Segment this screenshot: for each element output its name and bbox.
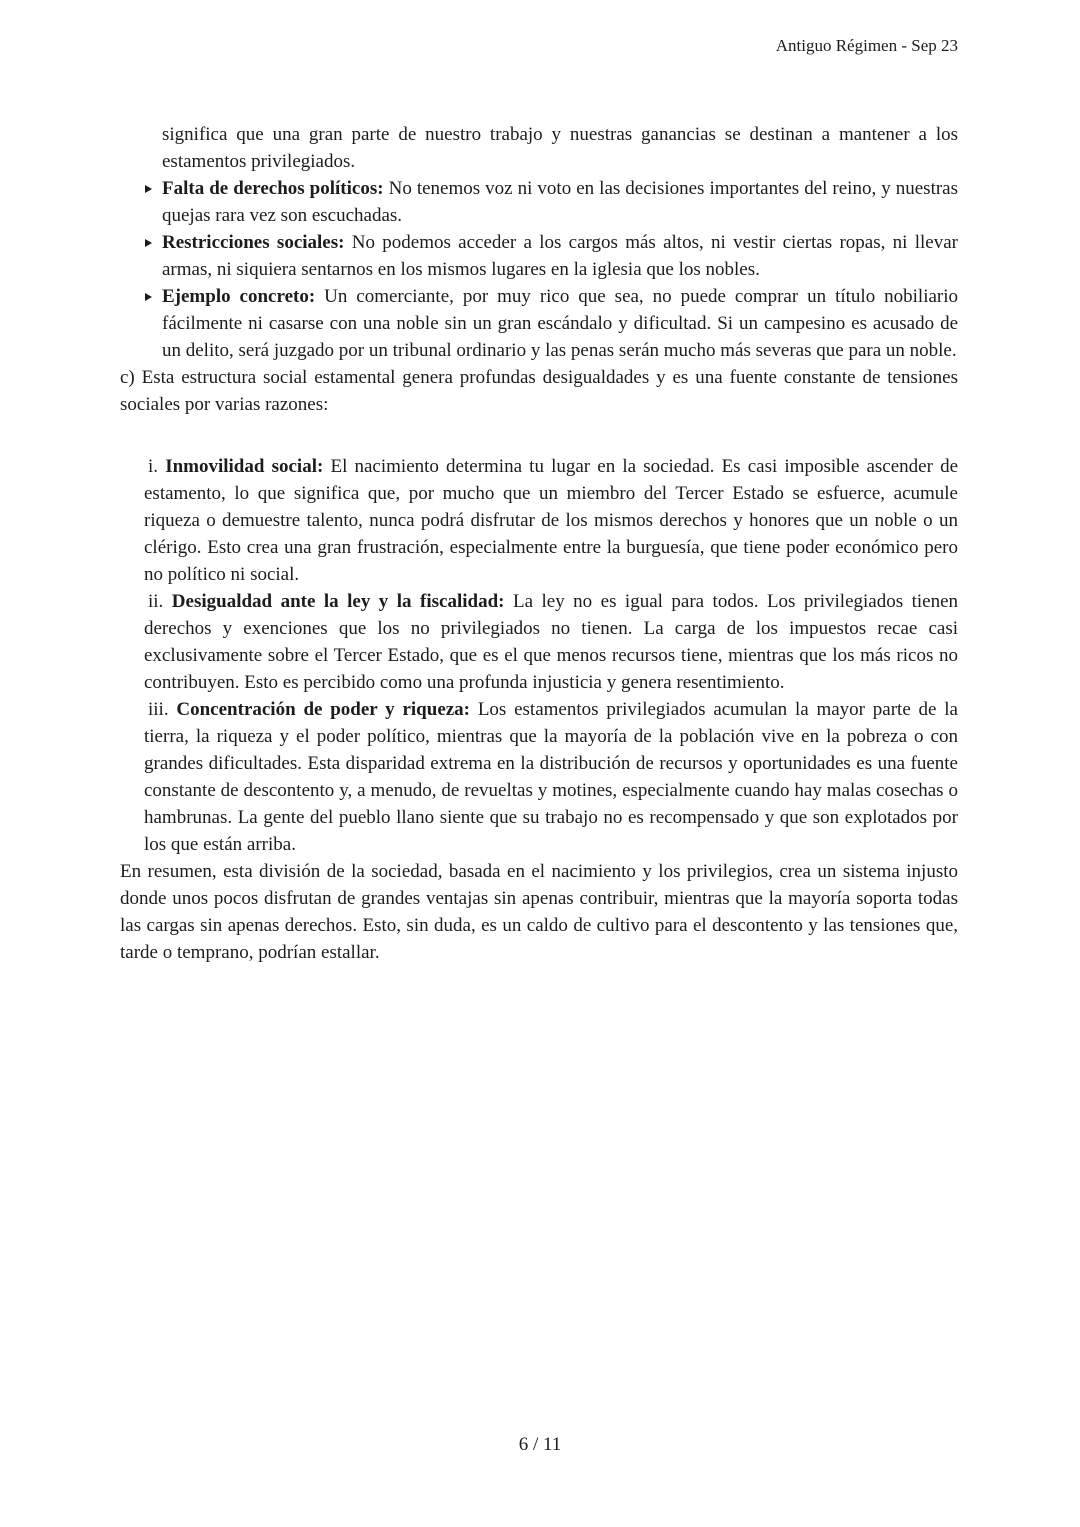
item-lead: Concentración de poder y riqueza: (176, 699, 471, 720)
bullet-text: No tenemos voz ni voto en las decisiones importantes del reino, y nuestras quejas rara vez son escuchadas. (162, 178, 959, 226)
item-number: iii. (148, 699, 169, 720)
numbered-block (144, 453, 958, 858)
item-text: Los estamentos privilegiados acumulan la mayor parte de la tierra, la riqueza y el poder político, mientras que la mayoría de la población vive en la pobreza o con grandes dificultades. Esta disparidad extrema en la distribución de recursos y oportunidades es una fuente constante de descontento y, a menudo, de revueltas y motines, especialmente cuando hay malas cosechas o hambrunas. La gente del pueblo llano siente que su trabajo no es recompensado y que son explotados por los que están arriba. (144, 699, 958, 855)
document-content (120, 121, 958, 966)
item-text: El nacimiento determina tu lugar en la sociedad. Es casi imposible ascender de estamento, lo que significa que, por mucho que un miembro del Tercer Estado se esfuerce, acumule riqueza o demuestre talento, nunca podrá disfrutar de los mismos derechos y honores que un noble o un clérigo. Esto crea una gran frustración, especialmente entre la burguesía, que tiene poder económico pero no político ni social. (144, 456, 959, 585)
bullet-list (120, 175, 958, 364)
item-lead: Inmovilidad social: (165, 456, 324, 477)
list-item (120, 283, 958, 364)
bullet-text: No podemos acceder a los cargos más altos, ni vestir ciertas ropas, ni llevar armas, ni siquiera sentarnos en los mismos lugares en la iglesia que los nobles. (162, 232, 958, 280)
list-item (120, 175, 958, 229)
triangle-bullet-icon (145, 239, 152, 247)
bullet-lead: Falta de derechos políticos: (162, 178, 384, 199)
continuation-paragraph: significa que una gran parte de nuestro trabajo y nuestras ganancias se destinan a mantener a los estamentos privilegiados. (162, 124, 958, 172)
item-lead: Desigualdad ante la ley y la fiscalidad: (171, 591, 505, 612)
page-header-title: Antiguo Régimen - Sep 23 (775, 36, 958, 55)
triangle-bullet-icon (145, 293, 152, 301)
triangle-bullet-icon (145, 185, 152, 193)
closing-paragraph: En resumen, esta división de la sociedad, basada en el nacimiento y los privilegios, crea un sistema injusto donde unos pocos disfrutan de grandes ventajas sin apenas contribuir, mientras que la mayoría soporta todas las cargas sin apenas derechos. Esto, sin duda, es un caldo de cultivo para el descontento y las tensiones que, tarde o temprano, podrían estallar. (120, 861, 958, 963)
page-number: 6 / 11 (518, 1434, 562, 1455)
bullet-text: Un comerciante, por muy rico que sea, no puede comprar un título nobiliario fácilmente ni casarse con una noble sin un gran escándalo y dificultad. Si un campesino es acusado de un delito, será juzgado por un tribunal ordinario y las penas serán mucho más severas que para un noble. (162, 286, 959, 361)
paragraph-c: c) Esta estructura social estamental genera profundas desigualdades y es una fuente constante de tensiones sociales por varias razones: (120, 367, 958, 415)
numbered-item (144, 453, 958, 588)
item-number: i. (148, 456, 159, 477)
bullet-lead: Ejemplo concreto: (162, 286, 316, 307)
numbered-item (144, 696, 958, 858)
item-text: La ley no es igual para todos. Los privilegiados tienen derechos y exenciones que los no privilegiados no tienen. La carga de los impuestos recae casi exclusivamente sobre el Tercer Estado, que es el que menos recursos tiene, mientras que los más ricos no contribuyen. Esto es percibido como una profunda injusticia y genera resentimiento. (144, 591, 959, 693)
numbered-item (144, 588, 958, 696)
item-number: ii. (148, 591, 164, 612)
list-item (120, 229, 958, 283)
bullet-lead: Restricciones sociales: (162, 232, 345, 253)
